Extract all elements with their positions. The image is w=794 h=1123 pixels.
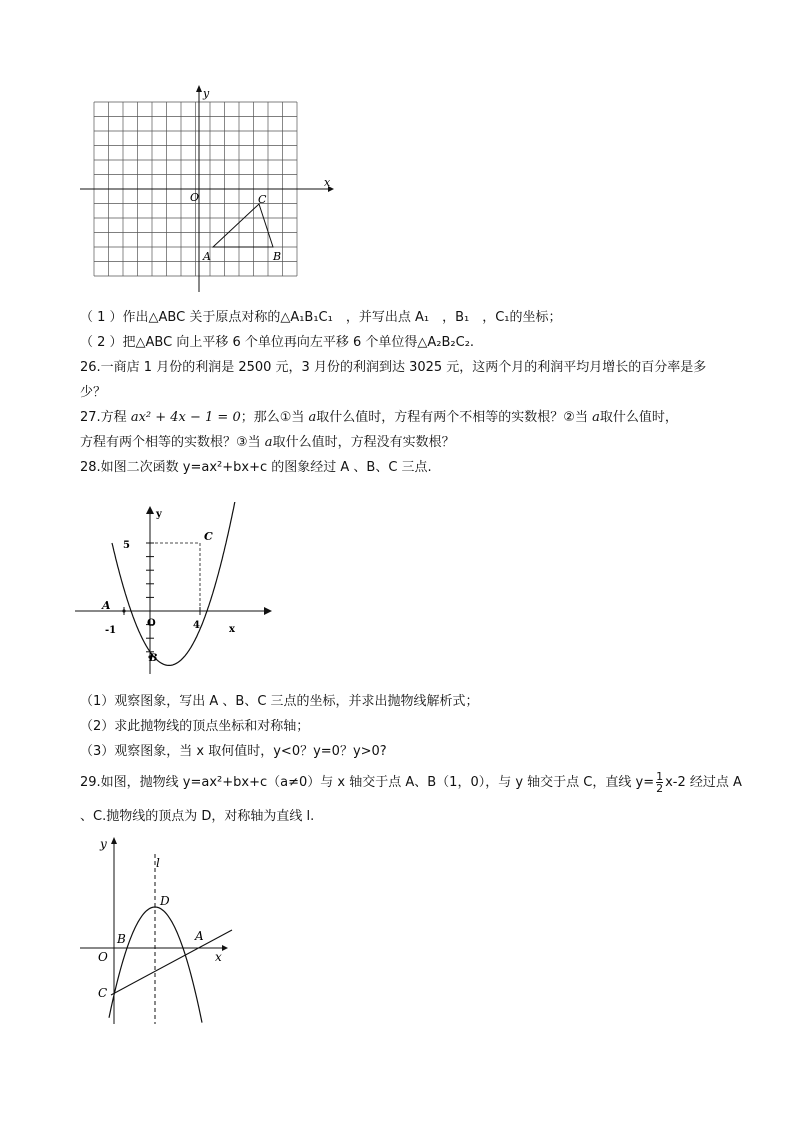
label-l: l (156, 856, 160, 870)
figure-grid-triangle (78, 82, 338, 292)
label-x: x (215, 950, 222, 964)
q27-var-a: a (308, 410, 317, 425)
figure-parabola-abc (70, 502, 280, 682)
q29-line1b: x-2 经过点 A (665, 775, 742, 790)
label-y: y (100, 837, 107, 851)
label-four: 4 (193, 620, 200, 631)
fraction-one-half (656, 771, 663, 794)
q27-equation: ax² + 4x − 1 = 0 (130, 410, 241, 425)
q27-line2b: 取什么值时，方程没有实数根？ (272, 435, 455, 450)
q25-part2: （ 2 ）把△ABC 向上平移 6 个单位再向左平移 6 个单位得△A₂B₂C₂. (80, 335, 475, 350)
label-y: y (203, 87, 210, 100)
label-x: x (229, 624, 235, 635)
q27-mid1: ；那么①当 (240, 410, 309, 425)
q27-var-a: a (592, 410, 600, 425)
q28-part1: （1）观察图象，写出 A 、B、C 三点的坐标，并求出抛物线解析式； (80, 694, 479, 709)
q28-part2: （2）求此抛物线的顶点坐标和对称轴； (80, 719, 310, 734)
q27-prefix: 27.方程 (80, 410, 131, 425)
q28-part3: （3）观察图象，当 x 取何值时，y<0？y=0？y>0? (80, 744, 387, 759)
figure-parabola-line (78, 834, 243, 1029)
y-axis-arrow (196, 85, 202, 92)
label-c: C (204, 530, 213, 543)
label-origin: O (147, 618, 156, 629)
q27-line1 (80, 409, 678, 427)
y-axis-arrow (111, 837, 117, 844)
point-a-dot (122, 609, 125, 612)
label-a: A (195, 929, 204, 943)
label-b: B (117, 932, 126, 946)
q26-line2: 少？ (80, 385, 107, 400)
q27-mid3: 取什么值时， (599, 410, 678, 425)
label-d: D (160, 894, 170, 908)
q29-line2: 、C.抛物线的顶点为 D，对称轴为直线 l. (80, 809, 315, 824)
q27-mid2: 取什么值时，方程有两个不相等的实数根？②当 (316, 410, 593, 425)
fraction-numerator: 1 (656, 770, 664, 783)
q27-var-a: a (264, 435, 273, 450)
label-c: C (258, 193, 267, 206)
q29-line1 (80, 770, 742, 796)
label-o: O (98, 950, 108, 964)
q27-line2a: 方程有两个相等的实数根？③当 (80, 435, 265, 450)
parabola-curve (112, 502, 239, 665)
label-origin: O (190, 191, 200, 204)
label-minus1: -1 (105, 625, 117, 636)
label-c: C (98, 986, 108, 1000)
label-a: A (102, 599, 111, 612)
fraction-denominator: 2 (656, 782, 664, 795)
q26-line1: 26.一商店 1 月份的利润是 2500 元，3 月份的利润到达 3025 元，这两个月的利润平均月增长的百分率是多 (80, 360, 707, 375)
label-b: B (149, 653, 158, 664)
y-axis-arrow (146, 506, 154, 514)
label-x: x (324, 176, 331, 189)
triangle-abc (213, 204, 273, 247)
x-axis-arrow (222, 945, 228, 951)
label-five: 5 (123, 540, 130, 551)
straight-line-ac (111, 930, 232, 995)
label-b: B (273, 250, 282, 263)
label-y: y (156, 509, 162, 520)
q25-part1: （ 1 ）作出△ABC 关于原点对称的△A₁B₁C₁ ，并写出点 A₁ ，B₁ ，C₁的坐标； (80, 310, 562, 325)
x-axis-arrow (264, 607, 272, 615)
q28-stem: 28.如图二次函数 y=ax²+bx+c 的图象经过 A 、B、C 三点. (80, 460, 432, 475)
q27-line2 (80, 434, 455, 452)
q29-line1a: 29.如图，抛物线 y=ax²+bx+c（a≠0）与 x 轴交于点 A、B（1，0），与 y 轴交于点 C，直线 y= (80, 775, 655, 790)
label-a: A (203, 250, 211, 263)
